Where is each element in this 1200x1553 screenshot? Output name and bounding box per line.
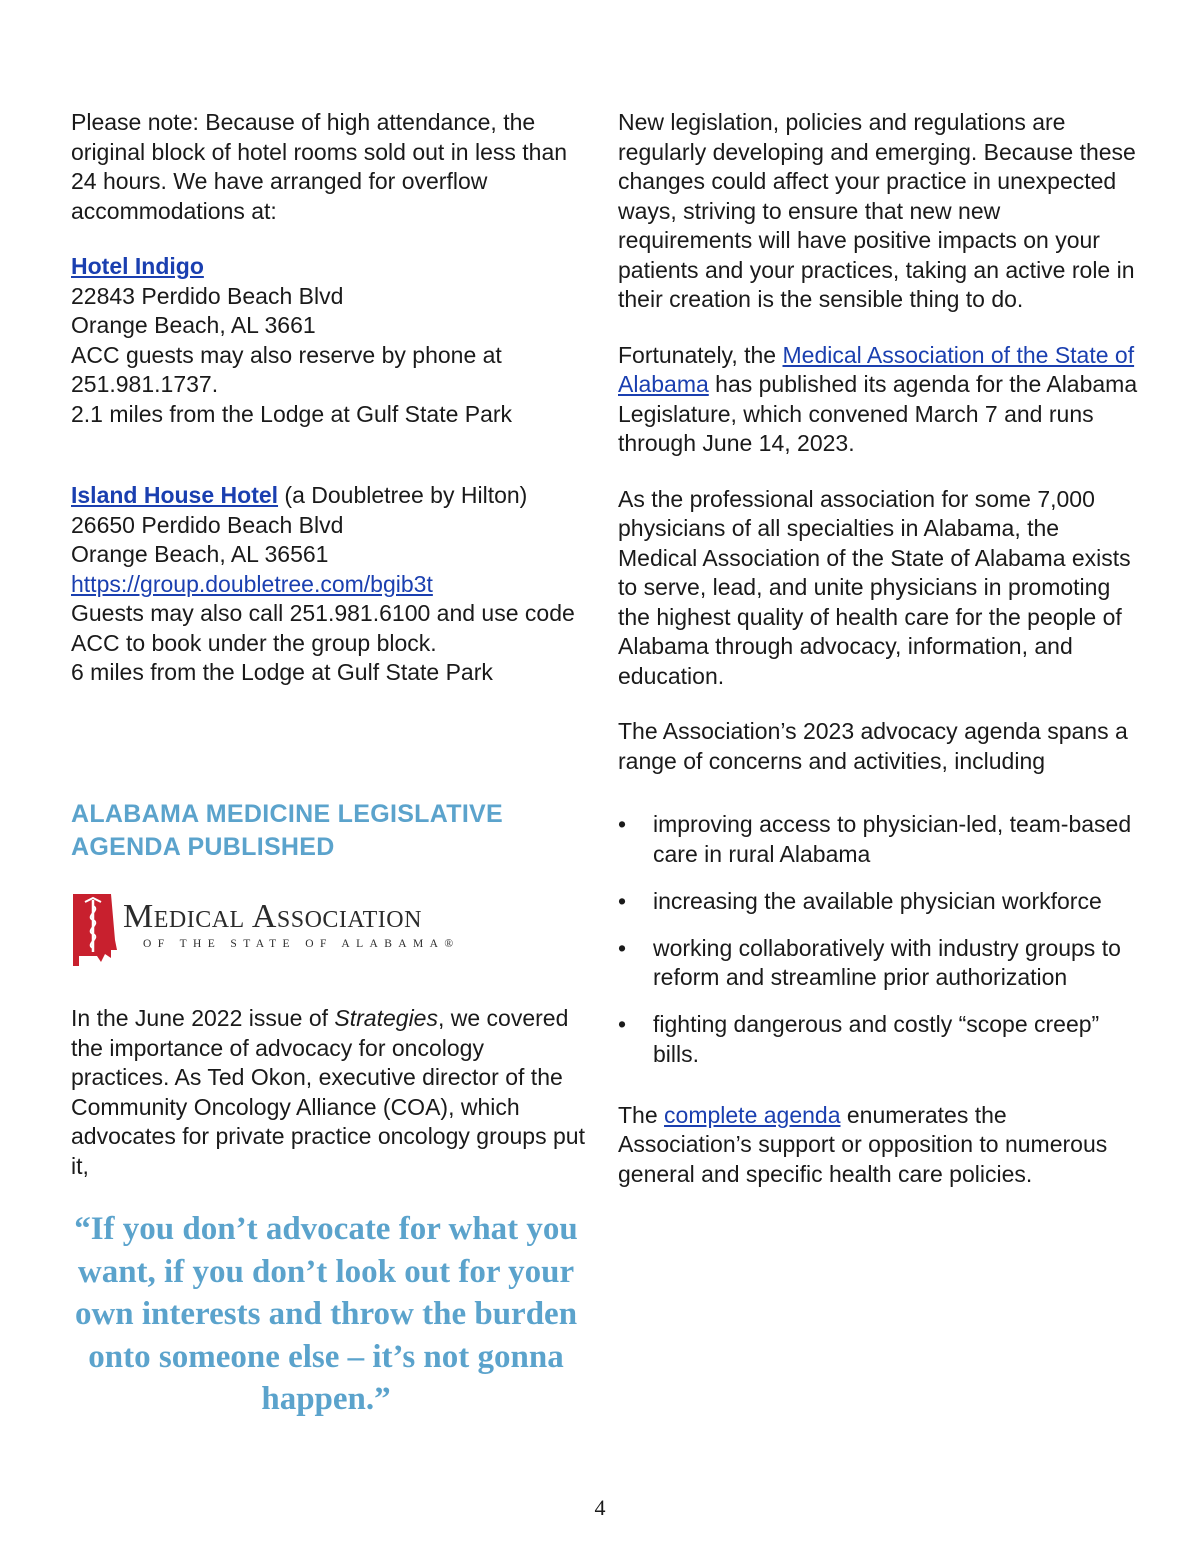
- coa-text-before: In the June 2022 issue of: [71, 1005, 335, 1031]
- agenda-text-after: has published its agenda for the Alabama Legislature, which convened March 7 and runs through June 14, 2023.: [618, 371, 1138, 456]
- bullet-text: increasing the available physician workforce: [653, 887, 1102, 914]
- advocacy-bullet-list: [618, 810, 1138, 1069]
- island-house-address2: Orange Beach, AL 36561: [71, 541, 329, 567]
- bullet-text: improving access to physician-led, team-based care in rural Alabama: [653, 811, 1132, 867]
- bullet-icon: •: [618, 934, 627, 961]
- island-house-suffix: (a Doubletree by Hilton): [278, 482, 528, 508]
- hotel-indigo-address2: Orange Beach, AL 3661: [71, 312, 316, 338]
- strategies-italic: Strategies: [334, 1005, 438, 1031]
- hotel-indigo-phone: ACC guests may also reserve by phone at 251.981.1737.: [71, 341, 502, 397]
- logo-main-text: Medical Association: [123, 898, 422, 935]
- hotel-indigo-address1: 22843 Perdido Beach Blvd: [71, 282, 344, 309]
- bullet-icon: •: [618, 887, 627, 914]
- agenda-paragraph: [618, 341, 1138, 459]
- complete-agenda-before: The: [618, 1101, 665, 1128]
- alabama-state-icon: [71, 892, 121, 968]
- complete-agenda-link[interactable]: complete agenda: [664, 1101, 841, 1128]
- list-item: [618, 810, 1138, 869]
- pull-quote: “If you don’t advocate for what you want, if you don’t look out for your own interests and throw the burden onto someone else – it’s not gonna happen.”: [74, 1211, 578, 1417]
- island-house-link[interactable]: Island House Hotel: [71, 482, 279, 508]
- bullet-text: working collaboratively with industry groups to reform and streamline prior authorization: [653, 934, 1121, 990]
- left-column: [71, 108, 586, 688]
- hotel-indigo-block: [71, 252, 586, 429]
- logo-sub-text: OF THE STATE OF ALABAMA®: [143, 938, 460, 950]
- island-house-distance: 6 miles from the Lodge at Gulf State Park: [71, 659, 493, 685]
- coa-paragraph: [71, 1004, 586, 1181]
- hotel-indigo-distance: 2.1 miles from the Lodge at Gulf State Park: [71, 400, 513, 427]
- coa-text-after: , we covered the importance of advocacy for oncology practices. As Ted Okon, executive director of the Community Oncology Alliance (COA), which advocates for private practice oncology groups put it,: [71, 1005, 585, 1179]
- association-paragraph: As the professional association for some 7,000 physicians of all specialties in Alabama, the Medical Association of the State of Alabama exists to serve, lead, and unite physicians in promoting the highest quality of health care for the people of Alabama through advocacy, information, and education.: [618, 485, 1131, 689]
- section-heading: ALABAMA MEDICINE LEGISLATIVE AGENDA PUBLISHED: [71, 800, 504, 861]
- hotel-indigo-link[interactable]: Hotel Indigo: [71, 253, 204, 279]
- medical-association-link[interactable]: Medical Association of the State of Alabama: [618, 341, 1135, 397]
- bullet-icon: •: [618, 1011, 627, 1037]
- bullet-text: fighting dangerous and costly “scope creep” bills.: [653, 1011, 1100, 1067]
- page-number: 4: [594, 1495, 606, 1520]
- agenda-text-before: Fortunately, the: [618, 341, 783, 368]
- complete-agenda-paragraph: [618, 1101, 1138, 1190]
- island-house-block: [71, 481, 586, 688]
- list-item: [618, 887, 1138, 917]
- medical-association-logo: [71, 892, 501, 970]
- advocacy-intro-paragraph: The Association’s 2023 advocacy agenda spans a range of concerns and activities, including: [618, 718, 1128, 774]
- doubletree-url-link[interactable]: https://group.doubletree.com/bgib3t: [71, 570, 433, 597]
- list-item: [618, 934, 1138, 993]
- bullet-icon: •: [618, 811, 627, 837]
- right-column: [618, 108, 1138, 1189]
- overflow-note: Please note: Because of high attendance, the original block of hotel rooms sold out in less than 24 hours. We have arranged for overflow accommodations at:: [71, 109, 568, 224]
- complete-agenda-after: enumerates the Association’s support or opposition to numerous general and specific health care policies.: [618, 1101, 1108, 1187]
- list-item: [618, 1010, 1138, 1069]
- legislation-paragraph: New legislation, policies and regulations are regularly developing and emerging. Because these changes could affect your practice in unexpected ways, striving to ensure that new new requirements will have positive impacts on your patients and your practices, taking an active role in their creation is the sensible thing to do.: [618, 109, 1136, 312]
- island-house-address1: 26650 Perdido Beach Blvd: [71, 511, 344, 538]
- island-house-call: Guests may also call 251.981.6100 and use code ACC to book under the group block.: [71, 600, 575, 656]
